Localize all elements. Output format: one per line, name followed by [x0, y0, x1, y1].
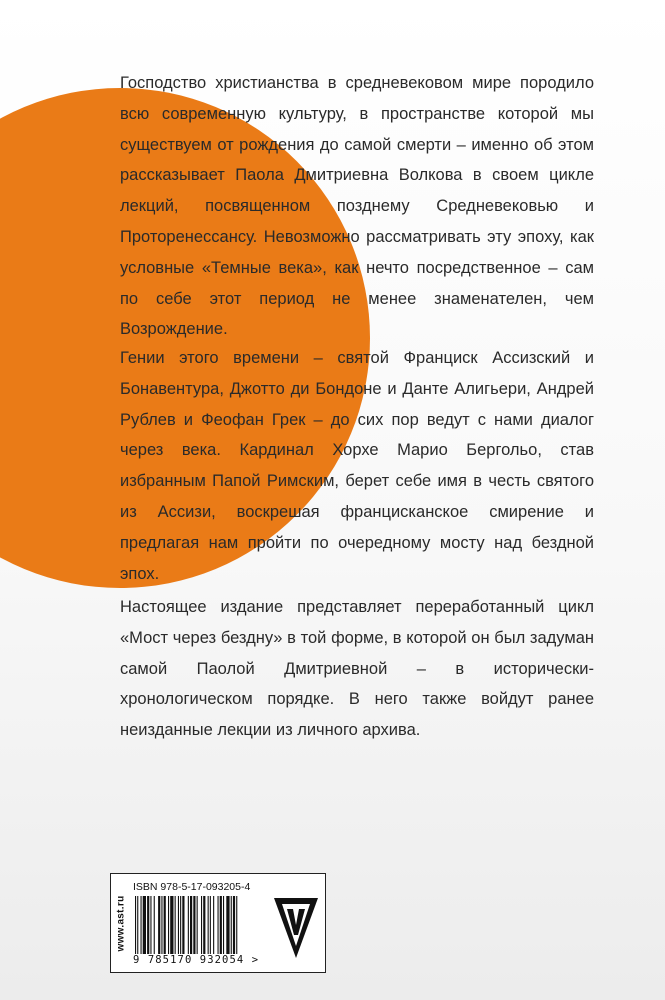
annotation-paragraph-1: Господство христианства в средневековом мире породило всю современную культуру, в пространстве которой мы существуем от рождения до самой смерти – именно об этом рассказывает Паола Дмитриевна Волкова в своем цикле лекций, посвященном позднему Средневековью и Проторенессансу. Невозможно рассматривать эту эпоху, как условные «Темные века», как нечто посредственное – сам по себе этот период не менее знаменателен, чем Возрождение.	[120, 74, 594, 339]
barcode-bars	[135, 896, 263, 954]
barcode-digits: 9 785170 932054 >	[133, 954, 260, 966]
annotation-paragraph-2: Гении этого времени – святой Франциск Ассизский и Бонавентура, Джотто ди Бондоне и Данте Алигьери, Андрей Рублев и Феофан Грек – до сих пор ведут с нами диалог через века. Кардинал Хорхе Марио Бергольо, став избранным Папой Римским, берет себе имя в честь святого из Ассизи, воскрешая францисканское смирение и предлагая нам пройти по очередному мосту над бездной эпох.	[120, 349, 594, 583]
v-triangle-logo-icon	[273, 892, 319, 962]
publisher-site-label	[111, 874, 131, 972]
isbn-label: ISBN 978-5-17-093205-4	[133, 881, 251, 893]
barcode-box	[110, 873, 326, 973]
annotation-paragraph-3: Настоящее издание представляет переработанный цикл «Мост через бездну» в той форме, в которой он был задуман самой Паолой Дмитриевной – в исторически-хронологическом порядке. В него также войдут ранее неизданные лекции из личного архива.	[120, 598, 594, 740]
publisher-site-text: www.ast.ru	[115, 895, 127, 951]
